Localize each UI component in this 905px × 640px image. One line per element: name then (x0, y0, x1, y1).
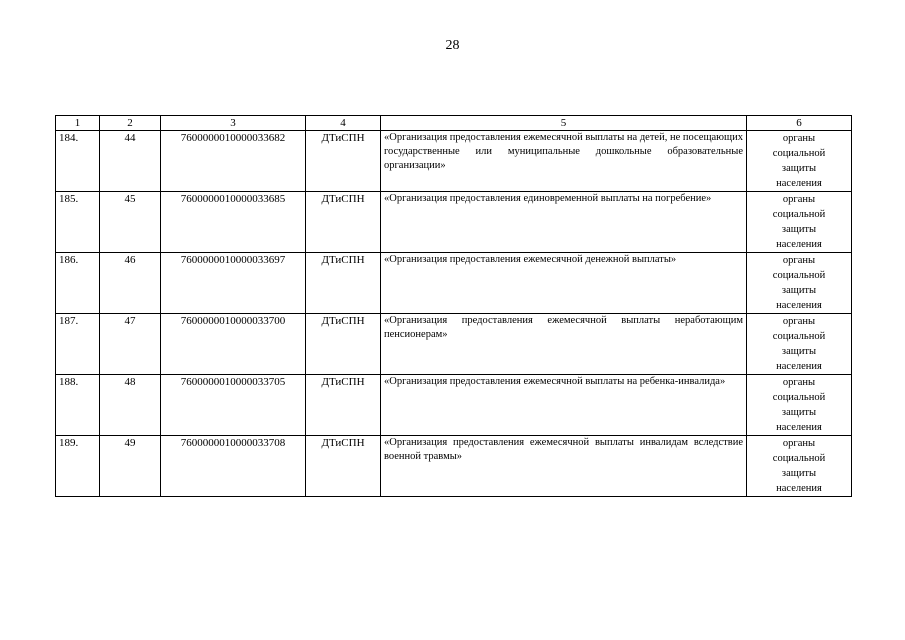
header-col-4: 4 (306, 116, 381, 131)
table-row (56, 375, 852, 436)
row-number: 184. (56, 131, 100, 192)
responsible-body (747, 131, 852, 192)
page-number: 28 (445, 38, 460, 53)
row-index: 49 (100, 436, 161, 497)
header-col-3: 3 (161, 116, 306, 131)
body-line: защиты (781, 407, 817, 418)
row-index: 44 (100, 131, 161, 192)
body-line: социальной (772, 392, 826, 403)
row-number: 188. (56, 375, 100, 436)
service-code: 7600000010000033708 (161, 436, 306, 497)
body-line: органы (782, 438, 816, 449)
responsible-body (747, 375, 852, 436)
body-line: социальной (772, 148, 826, 159)
body-line: социальной (772, 209, 826, 220)
body-line: населения (776, 178, 822, 189)
body-line: органы (782, 316, 816, 327)
row-number: 189. (56, 436, 100, 497)
department: ДТиСПН (306, 131, 381, 192)
body-line: органы (782, 377, 816, 388)
service-code: 7600000010000033705 (161, 375, 306, 436)
header-col-6: 6 (747, 116, 852, 131)
responsible-body (747, 253, 852, 314)
body-line: защиты (781, 346, 817, 357)
service-name: «Организация предоставления единовременной выплаты на погребение» (381, 192, 747, 253)
table-row (56, 131, 852, 192)
department: ДТиСПН (306, 253, 381, 314)
header-col-5: 5 (381, 116, 747, 131)
table-row (56, 192, 852, 253)
department: ДТиСПН (306, 436, 381, 497)
row-index: 46 (100, 253, 161, 314)
table-row (56, 253, 852, 314)
table-header-row (56, 116, 852, 131)
body-line: населения (776, 361, 822, 372)
body-line: защиты (781, 163, 817, 174)
row-number: 186. (56, 253, 100, 314)
body-line: социальной (772, 453, 826, 464)
service-code: 7600000010000033685 (161, 192, 306, 253)
responsible-body (747, 314, 852, 375)
registry-table (55, 115, 852, 497)
service-code: 7600000010000033700 (161, 314, 306, 375)
row-number: 187. (56, 314, 100, 375)
responsible-body (747, 192, 852, 253)
service-name: «Организация предоставления ежемесячной выплаты на детей, не посещающих государственные или муниципальные дошкольные образовательные организации» (381, 131, 747, 192)
body-line: населения (776, 300, 822, 311)
service-name: «Организация предоставления ежемесячной выплаты неработающим пенсионерам» (381, 314, 747, 375)
body-line: социальной (772, 331, 826, 342)
department: ДТиСПН (306, 314, 381, 375)
body-line: органы (782, 133, 816, 144)
table-row (56, 314, 852, 375)
row-number: 185. (56, 192, 100, 253)
row-index: 48 (100, 375, 161, 436)
body-line: защиты (781, 468, 817, 479)
service-name: «Организация предоставления ежемесячной денежной выплаты» (381, 253, 747, 314)
body-line: населения (776, 483, 822, 494)
service-code: 7600000010000033697 (161, 253, 306, 314)
body-line: социальной (772, 270, 826, 281)
body-line: органы (782, 255, 816, 266)
body-line: населения (776, 422, 822, 433)
service-name: «Организация предоставления ежемесячной выплаты на ребенка-инвалида» (381, 375, 747, 436)
header-col-1: 1 (56, 116, 100, 131)
body-line: органы (782, 194, 816, 205)
header-col-2: 2 (100, 116, 161, 131)
department: ДТиСПН (306, 375, 381, 436)
department: ДТиСПН (306, 192, 381, 253)
responsible-body (747, 436, 852, 497)
body-line: населения (776, 239, 822, 250)
service-name: «Организация предоставления ежемесячной выплаты инвалидам вследствие военной травмы» (381, 436, 747, 497)
body-line: защиты (781, 224, 817, 235)
body-line: защиты (781, 285, 817, 296)
service-code: 7600000010000033682 (161, 131, 306, 192)
row-index: 47 (100, 314, 161, 375)
table-row (56, 436, 852, 497)
row-index: 45 (100, 192, 161, 253)
